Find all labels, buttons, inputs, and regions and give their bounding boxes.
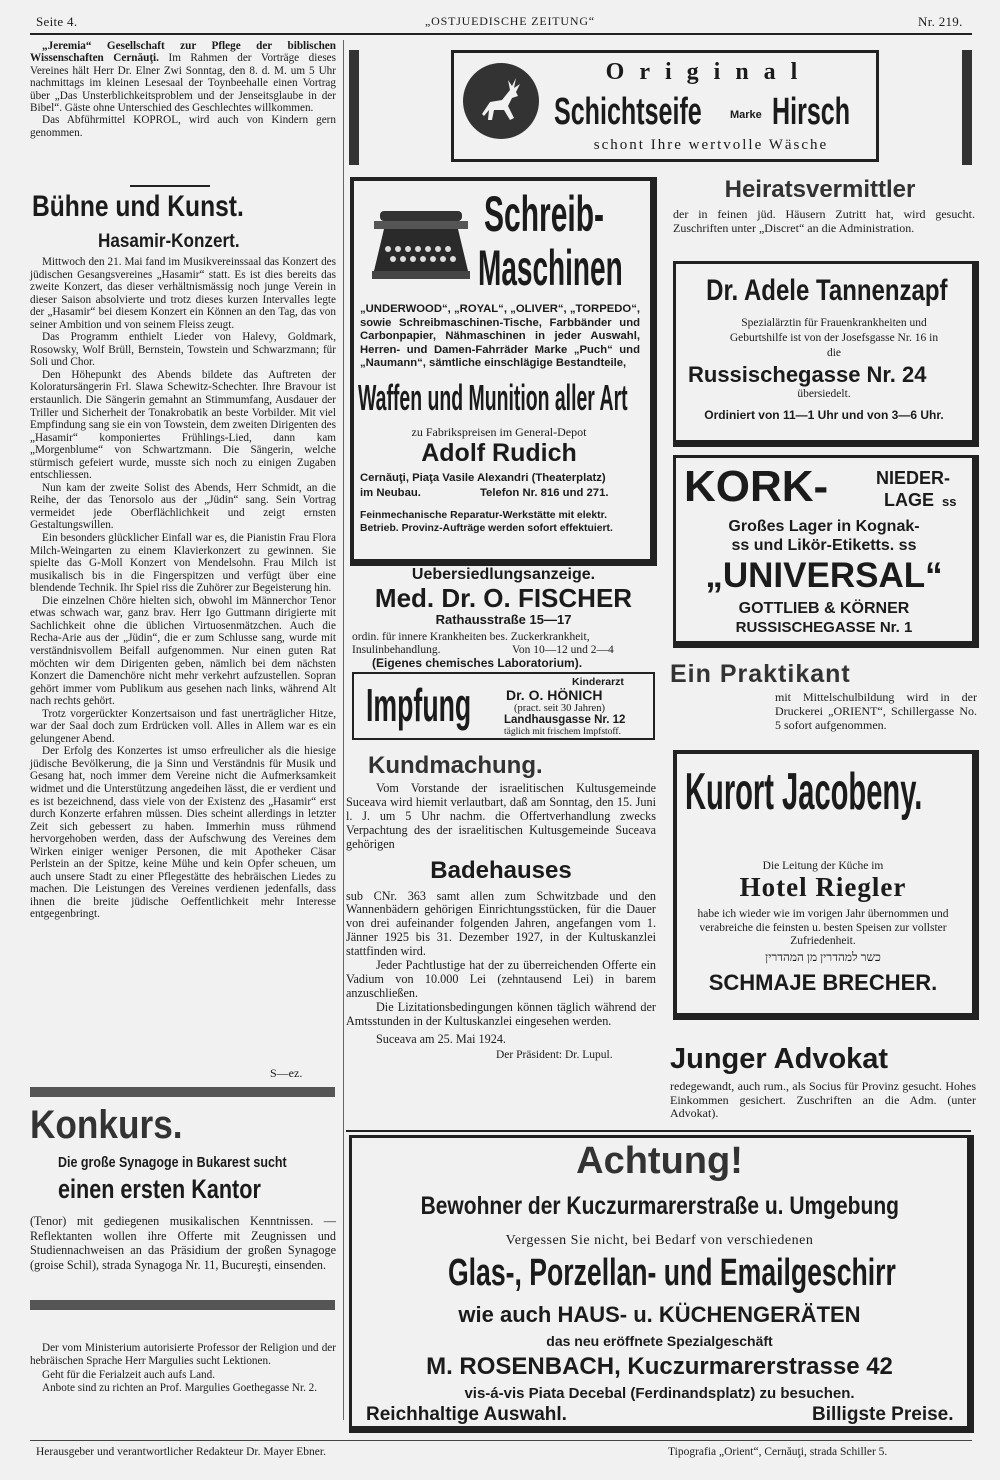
kork-addr: RUSSISCHEGASSE Nr. 1 bbox=[735, 619, 913, 636]
hirsch-main2: Hirsch bbox=[772, 91, 851, 133]
hirsch-slogan: schont Ihre wertvolle Wäsche bbox=[593, 137, 829, 153]
tannenzapf-hours: Ordiniert von 11—1 Uhr und von 3—6 Uhr. bbox=[704, 408, 944, 422]
kundmachung-p4: Die Lizitationsbedingungen können täglich während der Amtsstunden in der Kultuskanzlei eingesehen werden. bbox=[346, 999, 656, 1028]
kork-ss-right: ss bbox=[898, 537, 917, 554]
achtung-title: Achtung! bbox=[576, 1140, 743, 1182]
kork-nieder: NIEDER- bbox=[876, 468, 951, 488]
rudich-footer: Feinmechanische Reparatur-Werkstätte mit elektr. Betrieb. Provinz-Aufträge werden sofort effektuiert. bbox=[360, 510, 613, 534]
hasamir-paragraph: Mittwoch den 21. Mai fand im Musikvereinssaal das Konzert des jüdischen Gesangsvereines „Hasamir“ statt. Es ist dies bereits das zweite Konzert, das dieser verhältnismässig noch junge Verein in dieser Saison absolvierte und trotz dieses kurzen Intervalles legte der „Hasamir“ bei diesem Konzert ein Können an den Tag, das von seiner Ambition und von seinem Fleiss zeugt. bbox=[30, 256, 336, 331]
rudich-ad bbox=[350, 177, 657, 566]
advokat-body: redegewandt, auch rum., als Socius für Provinz gesucht. Hohes Einkommen gesichert. Zuschriften an die Adm. (unter Advokat). bbox=[670, 1079, 976, 1121]
hirsch-marke: Marke bbox=[730, 109, 762, 121]
hasamir-paragraph: Trotz vorgerückter Konzertsaison und fast unerträglicher Hitze, war der Saal doch zum Erdrücken voll. Alles in Allem war es ein gelungener Abend. bbox=[30, 707, 336, 745]
fischer-hours: Von 10—12 und 2—4 bbox=[512, 644, 614, 656]
footer-rule bbox=[30, 1440, 972, 1441]
issue-number: Nr. 219. bbox=[918, 14, 963, 29]
hoenich-ad bbox=[352, 672, 655, 740]
rudich-waffen: Waffen und Munition aller Art bbox=[358, 377, 628, 418]
kundmachung-president: Der Präsident: Dr. Lupul. bbox=[496, 1048, 613, 1061]
kundmachung-p3: Jeder Pachtlustige hat der zu überreichenden Offerte ein Vadium von 10.000 Lei (zehntausend Lei) in barem anzuschließen. bbox=[346, 958, 656, 1000]
advokat-title: Junger Advokat bbox=[670, 1043, 889, 1075]
tannenzapf-body: Spezialärztin für Frauenkrankheiten und Geburtshilfe ist von der Josefsgasse Nr. 16 in die bbox=[729, 317, 939, 359]
kork-line2-text: und Likör-Etiketts. bbox=[753, 537, 895, 554]
hoenich-prac: (pract. seit 30 Jahren) bbox=[514, 703, 605, 714]
left-column bbox=[30, 40, 336, 139]
achtung-neu: das neu eröffnete Spezialgeschäft bbox=[546, 1333, 773, 1349]
fischer-lab: (Eigenes chemisches Laboratorium). bbox=[372, 656, 583, 670]
konkurs-line2: einen ersten Kantor bbox=[58, 1174, 261, 1204]
hasamir-paragraph: Den Höhepunkt des Abends bildete das Auftreten der Koloratursängerin Frl. Slawa Schewitz-Schechter. Ihre Bravour ist erstaunlich. Die Sängerin gemahnt an Stimmumfang, Ausdauer der Triller und Sicherheit der Tonakrobatik an beste Vorbilder. Mit viel Empfindung sang sie ein von Towstein, dem zweiten Dirigenten des „Hasamir“ komponiertes Frühlings-Lied, dann kam „Morgenblume“ von Schwartzmann. Die Sängerin, welche stürmisch gefeiert wurde, musste sich noch zu einigen Zugaben entschliessen. bbox=[30, 368, 336, 482]
achtung-left: Reichhaltige Auswahl. bbox=[366, 1404, 567, 1425]
newspaper-name: „OSTJUEDISCHE ZEITUNG“ bbox=[425, 14, 595, 28]
typewriter-icon bbox=[366, 199, 476, 299]
hasamir-paragraph: Der Erfolg des Konzertes ist umso erfreulicher als die hiesige jüdische Bevölkerung, die ja Sinn und Verständnis für Musik und Gesang hat, noch immer dem Vereine nicht die Aufmerksamkeit widmet und die Unterstützung angedeihen lässt, die er verdient und es ist bezeichnend, dass viele von der Existenz des „Hasamir“ erst durch Konzerte erfahren müssen. Dies scheint allerdings in letzter Zeit sich gebessert zu haben. Immerhin muss rühmend hervorgehoben werden, dass der Aufschwung des Vereines dem Wirken einiger weniger Personen, die mit Apotheker Cäsar Perlstein an der Spitze, keine Mühe und kein Opfer scheuen, um auch unsere Stadt zu einer Pflegestätte des hebräischen Liedes zu machen. Die Leistungen des Vereines verdienen jedenfalls, dass ihnen die breite jüdische Oeffentlichkeit mehr Interesse entgegenbringt. bbox=[30, 745, 336, 921]
divider-bar bbox=[30, 1087, 335, 1097]
fischer-name: Med. Dr. O. FISCHER bbox=[374, 583, 633, 613]
hoenich-impfung: Impfung bbox=[366, 679, 472, 731]
heirat-title: Heiratsvermittler bbox=[724, 176, 916, 203]
hirsch-original: Original bbox=[605, 59, 813, 85]
tannenzapf-street: Russischegasse Nr. 24 bbox=[688, 362, 927, 387]
hasamir-paragraph: Das Programm enthielt Lieder von Halevy, Goldmark, Rosowsky, Wolf Brüll, Bernstein, Towstein und Schwarzmann; für Soli und Chor. bbox=[30, 331, 336, 369]
koprol-note: Das Abführmittel KOPROL, wird auch von Kindern gern genommen. bbox=[30, 114, 336, 139]
kork-ss-left: ss bbox=[731, 537, 750, 554]
jeremia-body: Im Rahmen der Vorträge dieses Vereines hält Herr Dr. Elner Zwi Sonntag, den 8. d. M. um 5 Uhr nachmittags im kleinen Lesesaal der Toynbeehalle einen Vortrag über „Das Unsterblichkeitsproblem und der Jenseitsglaube in der Bibel“. Gäste ohne Unterschied des Geschlechtes willkommen. bbox=[30, 52, 336, 115]
jacobeny-line: Die Leitung der Küche im bbox=[762, 860, 884, 872]
kork-names: GOTTLIEB & KÖRNER bbox=[738, 600, 910, 617]
konkurs-text: (Tenor) mit gediegenen musikalischen Kenntnissen. — Reflektanten wollen ihre Offerte mit Zeugnissen und Studiennachweisen an das Präsidium der großen Synagoge (groise Schil), strada Synagoga Nr. 11, Bucureşti, einsenden. bbox=[30, 1214, 336, 1272]
hirsch-brand bbox=[772, 91, 890, 134]
achtung-vis: vis-á-vis Piata Decebal (Ferdinandsplatz) zu besuchen. bbox=[464, 1385, 855, 1402]
rudich-addr2: im Neubau. bbox=[360, 487, 421, 499]
divider-bar bbox=[30, 1300, 335, 1310]
article-signature: S—ez. bbox=[270, 1066, 303, 1080]
jacobeny-title: Kurort Jacobeny. bbox=[685, 763, 923, 821]
fischer-body1: ordin. für innere Krankheiten bes. Zuckerkrankheit, bbox=[352, 631, 590, 643]
footer-printer: Tipografia „Orient“, Cernăuţi, strada Schiller 5. bbox=[668, 1446, 888, 1458]
hasamir-paragraph: Nun kam der zweite Solist des Abends, Herr Schmidt, an die Reihe, der das Tenorsolo aus der „Jüdin“ sang. Sein Vortrag vermeidet jede Oberflächlichkeit und zeigt ernsten Gestaltungswillen. bbox=[30, 481, 336, 532]
praktikant-body: mit Mittelschulbildung wird in der Druckerei „ORIENT“, Schillergasse No. 5 sofort aufgenommen. bbox=[775, 690, 977, 732]
achtung-haus: wie auch HAUS- u. KÜCHENGERÄTEN bbox=[458, 1302, 861, 1327]
hoenich-kinderarzt: Kinderarzt bbox=[572, 676, 624, 688]
kundmachung-p1: Vom Vorstande der israelitischen Kultusgemeinde Suceava wird hiemit verlautbart, daß am Sonntag, den 15. Juni l. J. um 5 Uhr nachm. die Offertverhandlung zwecks Verpachtung des der israelitischen Kultusgemeinde Suceava gehörigen bbox=[346, 781, 656, 851]
jeremia-title: „Jeremia“ Gesellschaft zur Pflege der biblischen Wissenschaften Cernăuţi. bbox=[30, 40, 336, 65]
rudich-fabrik: zu Fabrikspreisen im General-Depot bbox=[411, 425, 587, 439]
achtung-ad bbox=[349, 1135, 974, 1433]
jacobeny-ad bbox=[673, 750, 979, 1020]
hasamir-paragraph: Ein besonders glücklicher Einfall war es, die Pianistin Frau Flora Milch-Weingarten zu einem Klavierkonzert zu gewinnen. Sie spielte das G-Moll Konzert von Mendelsohn. Frau Milch ist musikalisch bis in die Fingerspitzen und verfügt über eine blendende Technik. Ihr Spiel riss die Zuhörer zur Begeisterung hin. bbox=[30, 532, 336, 595]
header-rule bbox=[30, 33, 972, 35]
konkurs-line1: Die große Synagoge in Bukarest sucht bbox=[58, 1155, 287, 1171]
jacobeny-hebrew: כשר למהדרין מן המהדרין bbox=[765, 950, 881, 964]
kundmachung-date: Suceava am 25. Mai 1924. bbox=[376, 1031, 506, 1046]
jacobeny-hotel: Hotel Riegler bbox=[739, 872, 907, 902]
article-title-hasamir: Hasamir-Konzert. bbox=[98, 231, 240, 252]
achtung-name: M. ROSENBACH, Kuczurmarerstrasse 42 bbox=[426, 1353, 893, 1380]
konkurs-title: Konkurs. bbox=[30, 1103, 183, 1147]
rudich-phone: Telefon Nr. 816 und 271. bbox=[480, 487, 609, 499]
achtung-sub: Bewohner der Kuczurmarerstraße u. Umgebung bbox=[420, 1192, 899, 1220]
short-rule bbox=[130, 185, 210, 187]
jacobeny-body: habe ich wieder wie im vorigen Jahr übernommen und verabreiche die feinsten u. besten Speisen zur vollster Zufriedenheit. bbox=[697, 908, 949, 947]
rudich-title2: Maschinen bbox=[478, 240, 623, 296]
ads-rule bbox=[346, 1130, 971, 1132]
margulies-p3: Anbote sind zu richten an Prof. Margulies Goethegasse Nr. 2. bbox=[42, 1382, 318, 1395]
kork-line2 bbox=[676, 537, 972, 555]
achtung-right: Billigste Preise. bbox=[812, 1404, 954, 1425]
ad-side-bar bbox=[349, 50, 359, 165]
kork-kork: KORK- bbox=[684, 462, 829, 511]
hasamir-article bbox=[30, 256, 336, 921]
konkurs-body bbox=[30, 1214, 336, 1272]
tannenzapf-ad bbox=[673, 261, 979, 447]
kork-universal: „UNIVERSAL“ bbox=[705, 556, 943, 595]
footer-editor: Herausgeber und verantwortlicher Redakteur Dr. Mayer Ebner. bbox=[36, 1446, 326, 1458]
section-title-buehne: Bühne und Kunst. bbox=[32, 190, 244, 223]
hoenich-daily: täglich mit frischem Impfstoff. bbox=[504, 727, 621, 737]
tannenzapf-moved: übersiedelt. bbox=[797, 388, 851, 400]
hirsch-soap-ad bbox=[451, 50, 879, 162]
margulies-p1: Der vom Ministerium autorisierte Professor der Religion und der hebräischen Sprache Herr Margulies sucht Lektionen. bbox=[30, 1342, 336, 1368]
fischer-head: Uebersiedlungsanzeige. bbox=[411, 566, 596, 583]
rudich-title1: Schreib- bbox=[484, 186, 605, 242]
badehauses-title: Badehauses bbox=[430, 856, 572, 884]
page-number: Seite 4. bbox=[36, 14, 78, 29]
praktikant-title: Ein Praktikant bbox=[670, 660, 851, 688]
hasamir-paragraph: Die einzelnen Chöre hielten sich, obwohl im Männerchor Tenor etwas schwach war, ganz brav. Herr Igo Guttmann dirigierte mit Sachlichkeit ohne die üblichen Virtuosenmätzchen. Auch die Recha-Arie aus der „Jüdin“, die er zum Schlusse sang, wurde mit verständnisvollem Beifall aufgenommen. Nur einen guten Rat möchten wir dem Dirigenten geben, nämlich bei dem nächsten Konzert die Damenchöre nicht mehr verkehrt aufzustellen. Sopran gehört immer vom Publikum aus gesehen nach links, während Alt nach rechts gehört. bbox=[30, 594, 336, 708]
achtung-glas: Glas-, Porzellan- und Emailgeschirr bbox=[447, 1252, 896, 1294]
hoenich-name: Dr. O. HÖNICH bbox=[506, 687, 603, 703]
column-rule bbox=[343, 40, 344, 1420]
hoenich-addr: Landhausgasse Nr. 12 bbox=[504, 714, 626, 726]
heirat-body: der in feinen jüd. Häusern Zutritt hat, wird gesucht. Zuschriften unter „Discret“ an die Administration. bbox=[673, 207, 975, 235]
hirsch-main1: Schichtseife bbox=[554, 91, 702, 133]
kork-ss: ss bbox=[942, 494, 957, 509]
margulies-notice bbox=[30, 1342, 336, 1396]
fischer-addr: Rathausstraße 15—17 bbox=[435, 612, 572, 627]
fischer-body2: Insulinbehandlung. bbox=[352, 644, 441, 656]
rudich-body: „UNDERWOOD“, „ROYAL“, „OLIVER“, „TORPEDO“, sowie Schreibmaschinen-Tische, Farbbänder und Carbonpapier, Nähmaschinen in jeder Auswahl, Herren- und Damen-Fahrräder Marke „Puch“ und „Naumann“, sämtliche einschlägige Bestandteile, bbox=[360, 303, 640, 370]
rudich-addr1: Cernăuţi, Piaţa Vasile Alexandri (Theaterplatz) bbox=[360, 472, 606, 484]
kork-line1: Großes Lager in Kognak- bbox=[728, 518, 920, 535]
ad-side-bar bbox=[962, 50, 972, 165]
jacobeny-name: SCHMAJE BRECHER. bbox=[708, 970, 938, 995]
rudich-name: Adolf Rudich bbox=[421, 439, 577, 467]
kork-lage: LAGE bbox=[884, 490, 935, 510]
fischer-body bbox=[352, 631, 657, 670]
kundmachung-body bbox=[346, 782, 656, 1062]
kundmachung-title: Kundmachung. bbox=[368, 752, 543, 779]
kundmachung-p2: sub CNr. 363 samt allen zum Schwitzbade und den Wannenbädern gehörigen Einrichtungsstücken, für die Dauer von drei aufeinander folgenden Jahren, angefangen vom 1. Jänner 1925 bis 31. Dezember 1927, in der Kultuskanzlei stattfinden wird. bbox=[346, 888, 656, 959]
kork-ad bbox=[673, 455, 979, 648]
achtung-vergessen: Vergessen Sie nicht, bei Bedarf von verschiedenen bbox=[505, 1233, 814, 1248]
deer-icon bbox=[463, 63, 539, 139]
margulies-p2: Geht für die Ferialzeit auch aufs Land. bbox=[42, 1368, 216, 1381]
tannenzapf-name: Dr. Adele Tannenzapf bbox=[706, 274, 948, 307]
